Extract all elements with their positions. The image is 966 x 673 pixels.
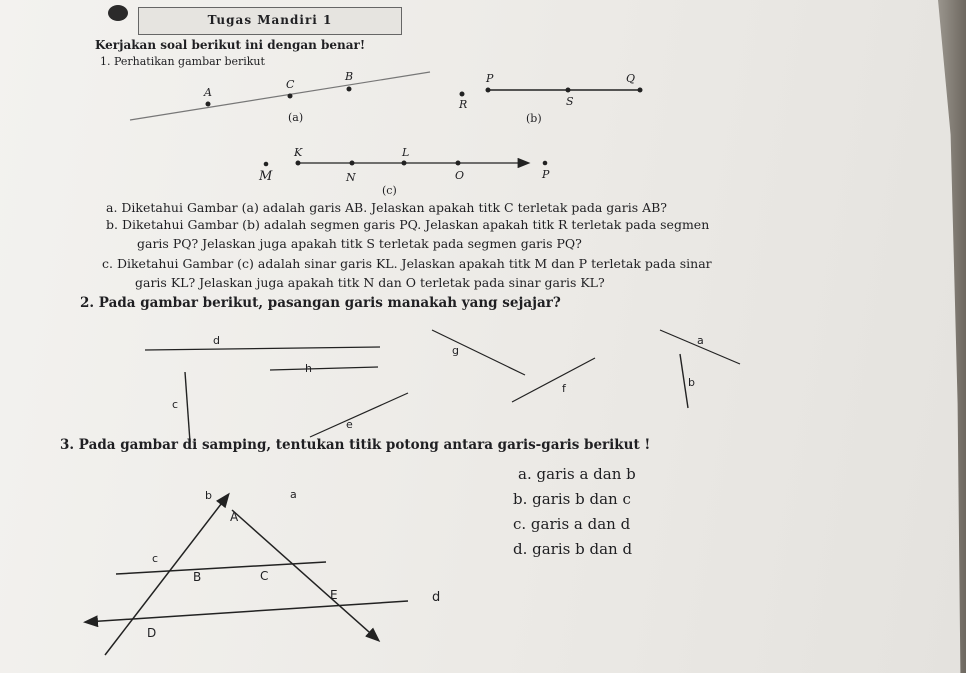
point-q bbox=[638, 88, 643, 93]
line-c bbox=[185, 372, 190, 442]
q3-label-d: d bbox=[432, 590, 441, 605]
line-b-q3 bbox=[105, 495, 228, 655]
label-line-c: c bbox=[172, 398, 179, 411]
line-g bbox=[432, 330, 525, 375]
caption-b: (b) bbox=[526, 112, 542, 125]
question-3-prompt: 3. Pada gambar di samping, tentukan titik potong antara garis-garis berikut ! bbox=[60, 437, 651, 453]
q1-item-a: a. Diketahui Gambar (a) adalah garis AB. Jelaskan apakah titk C terletak pada garis AB? bbox=[106, 200, 668, 215]
label-line-e: e bbox=[346, 418, 353, 431]
label-p-b: P bbox=[486, 72, 494, 85]
point-p-b bbox=[486, 88, 491, 93]
q3-label-c: c bbox=[152, 552, 159, 565]
label-l: L bbox=[402, 146, 410, 159]
q3-label-a: a bbox=[290, 488, 297, 501]
line-ab bbox=[130, 72, 430, 120]
point-p-c bbox=[543, 161, 548, 166]
line-f bbox=[512, 358, 595, 402]
q3-label-A: A bbox=[230, 510, 239, 524]
point-n bbox=[350, 161, 355, 166]
q3-label-b: b bbox=[205, 489, 212, 502]
point-m bbox=[264, 162, 269, 167]
label-line-g: g bbox=[452, 344, 459, 357]
line-e bbox=[310, 393, 408, 437]
q1-item-c-cont: garis KL? Jelaskan juga apakah titk N dan O terletak pada sinar garis KL? bbox=[135, 275, 605, 290]
q1-item-b: b. Diketahui Gambar (b) adalah segmen garis PQ. Jelaskan apakah titk R terletak pada segmen bbox=[106, 217, 710, 232]
q1-item-b-cont: garis PQ? Jelaskan juga apakah titk S terletak pada segmen garis PQ? bbox=[137, 236, 582, 251]
q3-label-B: B bbox=[193, 570, 202, 584]
label-c: C bbox=[286, 78, 295, 91]
label-p-c: P bbox=[542, 168, 550, 181]
point-k bbox=[296, 161, 301, 166]
line-h bbox=[270, 367, 378, 370]
label-line-h: h bbox=[305, 362, 312, 375]
label-o: O bbox=[455, 169, 465, 182]
point-a bbox=[206, 102, 211, 107]
line-d bbox=[145, 347, 380, 350]
line-b bbox=[680, 354, 688, 408]
point-l bbox=[402, 161, 407, 166]
label-a: A bbox=[204, 86, 212, 99]
label-k: K bbox=[294, 146, 303, 159]
line-d-q3 bbox=[86, 601, 408, 622]
q3-label-D: D bbox=[147, 626, 157, 640]
label-n: N bbox=[346, 171, 356, 184]
caption-c: (c) bbox=[382, 184, 397, 197]
q3-option-a: a. garis a dan b bbox=[518, 465, 636, 483]
label-b: B bbox=[345, 70, 354, 83]
caption-a: (a) bbox=[288, 111, 304, 124]
q3-option-b: b. garis b dan c bbox=[513, 490, 631, 508]
label-q: Q bbox=[626, 72, 636, 85]
q1-item-c: c. Diketahui Gambar (c) adalah sinar garis KL. Jelaskan apakah titk M dan P terletak pada sinar bbox=[102, 256, 712, 271]
question-2-prompt: 2. Pada gambar berikut, pasangan garis manakah yang sejajar? bbox=[80, 295, 561, 311]
label-line-d: d bbox=[213, 334, 220, 347]
page-title: Tugas Mandiri 1 bbox=[138, 7, 402, 35]
label-line-a: a bbox=[697, 334, 704, 347]
label-line-f: f bbox=[562, 382, 566, 395]
q3-option-c: c. garis a dan d bbox=[513, 515, 631, 533]
line-c-q3 bbox=[116, 562, 326, 574]
point-c bbox=[288, 94, 293, 99]
label-m: M bbox=[259, 169, 273, 184]
q3-label-E: E bbox=[330, 588, 338, 602]
q3-label-C: C bbox=[260, 569, 269, 583]
point-r bbox=[460, 92, 465, 97]
line-a-q3 bbox=[232, 510, 378, 640]
label-line-b: b bbox=[688, 376, 695, 389]
instruction-text: Kerjakan soal berikut ini dengan benar! bbox=[95, 38, 366, 52]
point-s bbox=[566, 88, 571, 93]
label-r: R bbox=[459, 98, 468, 111]
label-s: S bbox=[566, 95, 574, 108]
question-1-prompt: 1. Perhatikan gambar berikut bbox=[100, 55, 265, 68]
point-o bbox=[456, 161, 461, 166]
point-b bbox=[347, 87, 352, 92]
q3-option-d: d. garis b dan d bbox=[513, 540, 633, 558]
